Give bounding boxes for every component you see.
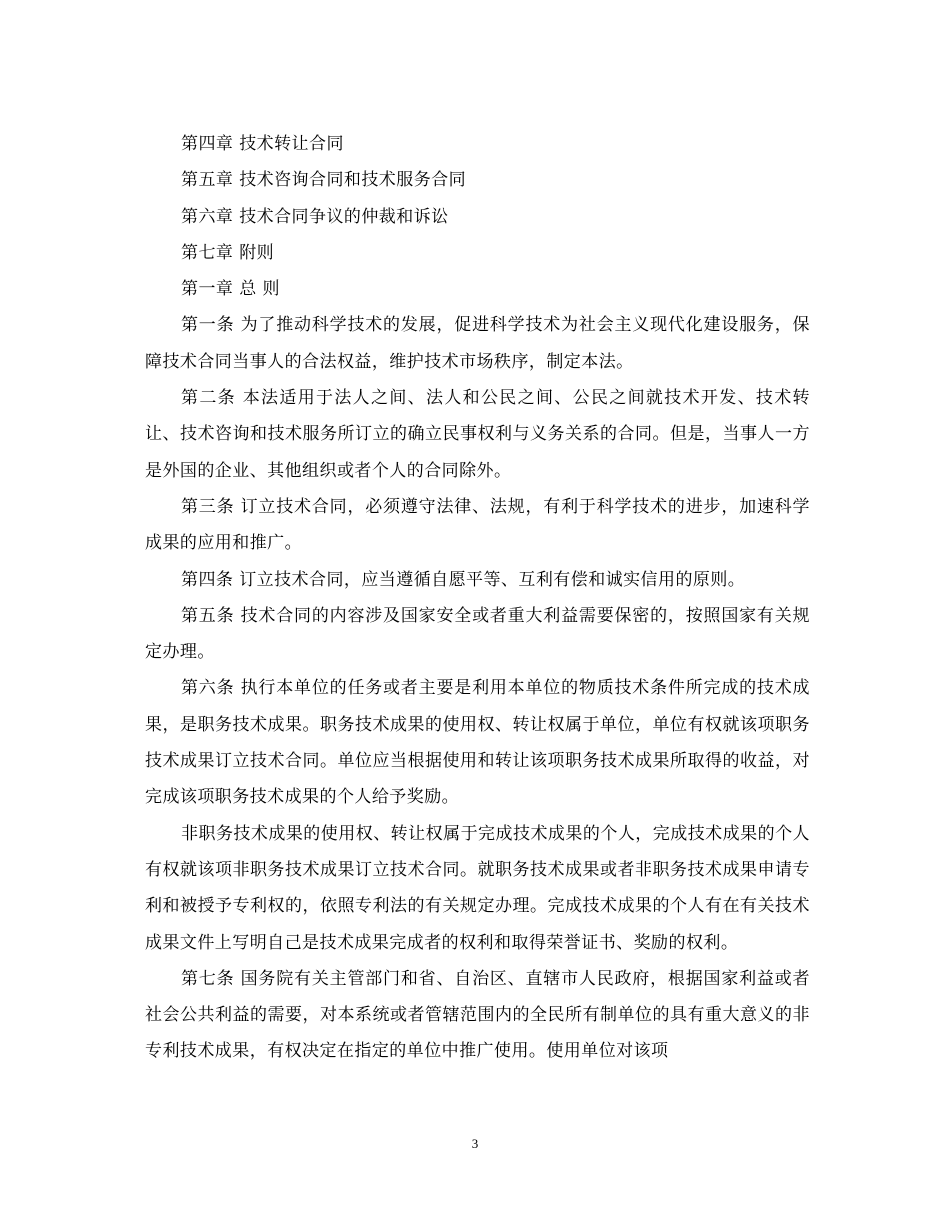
article-paragraph: 第一条 为了推动科学技术的发展，促进科学技术为社会主义现代化建设服务，保障技术合同当事人的合法权益，维护技术市场秩序，制定本法。	[145, 315, 810, 372]
article-paragraph: 第三条 订立技术合同，必须遵守法律、法规，有利于科学技术的进步，加速科学成果的应用和推广。	[145, 496, 810, 554]
document-body	[145, 126, 810, 1070]
article-paragraph: 第五条 技术合同的内容涉及国家安全或者重大利益需要保密的，按照国家有关规定办理。	[145, 605, 810, 663]
chapter-heading: 第一章 总 则	[181, 279, 280, 300]
chapter-heading: 第六章 技术合同争议的仲裁和诉讼	[181, 206, 449, 227]
chapter-heading: 第五章 技术咨询合同和技术服务合同	[181, 170, 467, 191]
chapter-heading: 第四章 技术转让合同	[181, 134, 344, 154]
page-number: 3	[471, 1136, 479, 1151]
article-paragraph: 第二条 本法适用于法人之间、法人和公民之间、公民之间就技术开发、技术转让、技术咨询和技术服务所订立的确立民事权利与义务关系的合同。但是，当事人一方是外国的企业、其他组织或者个人的合同除外。	[145, 388, 810, 481]
article-paragraph: 第六条 执行本单位的任务或者主要是利用本单位的物质技术条件所完成的技术成果，是职务技术成果。职务技术成果的使用权、转让权属于单位，单位有权就该项职务技术成果订立技术合同。单位应当根据使用和转让该项职务技术成果所取得的收益，对完成该项职务技术成果的个人给予奖励。	[145, 678, 810, 808]
article-paragraph: 第七条 国务院有关主管部门和省、自治区、直辖市人民政府，根据国家利益或者社会公共利益的需要，对本系统或者管辖范围内的全民所有制单位的具有重大意义的非专利技术成果，有权决定在指定的单位中推广使用。使用单位对该项	[145, 968, 810, 1062]
article-paragraph: 第四条 订立技术合同，应当遵循自愿平等、互利有偿和诚实信用的原则。	[181, 569, 746, 590]
chapter-heading: 第七章 附则	[181, 242, 275, 263]
article-paragraph: 非职务技术成果的使用权、转让权属于完成技术成果的个人，完成技术成果的个人有权就该项非职务技术成果订立技术合同。就职务技术成果或者非职务技术成果申请专利和被授予专利权的，依照专利法的有关规定办理。完成技术成果的个人有在有关技术成果文件上写明自己是技术成果完成者的权利和取得荣誉证书、奖励的权利。	[145, 823, 810, 953]
